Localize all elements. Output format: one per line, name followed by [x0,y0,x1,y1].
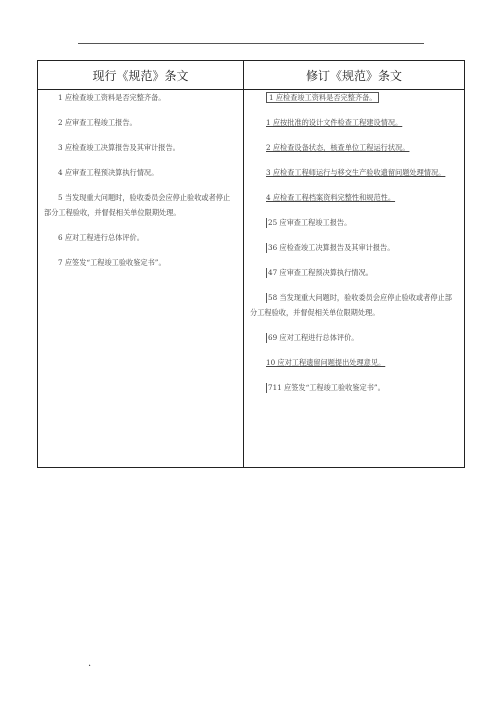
right-column-title: 修订《规范》条文 [244,61,465,90]
left-column-title: 现行《规范》条文 [38,61,244,90]
revised-clause-9-text: 69 应对工程进行总体评价。 [268,333,359,342]
comparison-table [37,60,465,468]
current-clause-1: 1 应检查竣工资料是否完整齐备。 [58,93,166,102]
current-clauses-cell [38,90,244,468]
revised-clause-new-1: 1 应按批准的设计文件检查工程建设情况。 [266,118,403,127]
revised-clause-new-10: 10 应对工程遗留问题提出处理意见。 [266,358,386,367]
current-clause-4: 4 应审查工程预决算执行情况。 [58,168,159,177]
revised-clause-6 [244,240,464,255]
revised-clause-new-4: 4 应检查工程档案资料完整性和规范性。 [266,193,396,202]
current-clause-3: 3 应检查竣工决算报告及其审计报告。 [58,143,180,152]
revision-mark [266,243,267,253]
revised-clause-6-text: 36 应检查竣工决算报告及其审计报告。 [268,243,395,252]
revised-clause-9 [244,330,464,345]
revised-clause-1-text: 1 应检查竣工资料是否完整齐备。 [266,92,379,103]
revised-clause-7-text: 47 应审查工程预决算执行情况。 [268,268,373,277]
revision-mark [266,383,267,393]
revision-mark [266,293,267,303]
revised-clause-5-text: 25 应审查工程竣工报告。 [268,218,352,227]
revised-clause-1 [244,90,464,105]
current-clause-2: 2 应审查工程竣工报告。 [58,118,137,127]
current-clause-6: 6 应对工程进行总体评价。 [58,233,144,242]
revised-clause-11-text: 711 应签发“工程竣工验收鉴定书”。 [268,383,385,392]
footer-dot: . [88,658,92,669]
current-clause-7: 7 应签发“工程竣工验收鉴定书”。 [58,258,166,267]
revised-clause-new-2: 2 应检查设备状态，核查单位工程运行状况。 [266,143,410,152]
revision-mark [266,268,267,278]
header-row [38,61,465,90]
revised-clause-new-3: 3 应检查工程师运行与移交生产验收遗留问题处理情况。 [266,168,446,177]
revised-clauses-cell [244,90,465,468]
body-row [38,90,465,468]
current-clause-5: 5 当发现重大问题时，验收委员会应停止验收或者停止部分工程验收，并督促相关单位限期处理。 [44,193,231,217]
revised-clause-8 [244,290,464,320]
header-rule [78,43,424,44]
revised-clause-8-text: 58 当发现重大问题时，验收委员会应停止验收或者停止部分工程验收，并督促相关单位限期处理。 [250,293,452,317]
revised-clause-7 [244,265,464,280]
revision-mark [266,218,267,228]
revision-mark [266,333,267,343]
revised-clause-5 [244,215,464,230]
revised-clause-11 [244,380,464,395]
